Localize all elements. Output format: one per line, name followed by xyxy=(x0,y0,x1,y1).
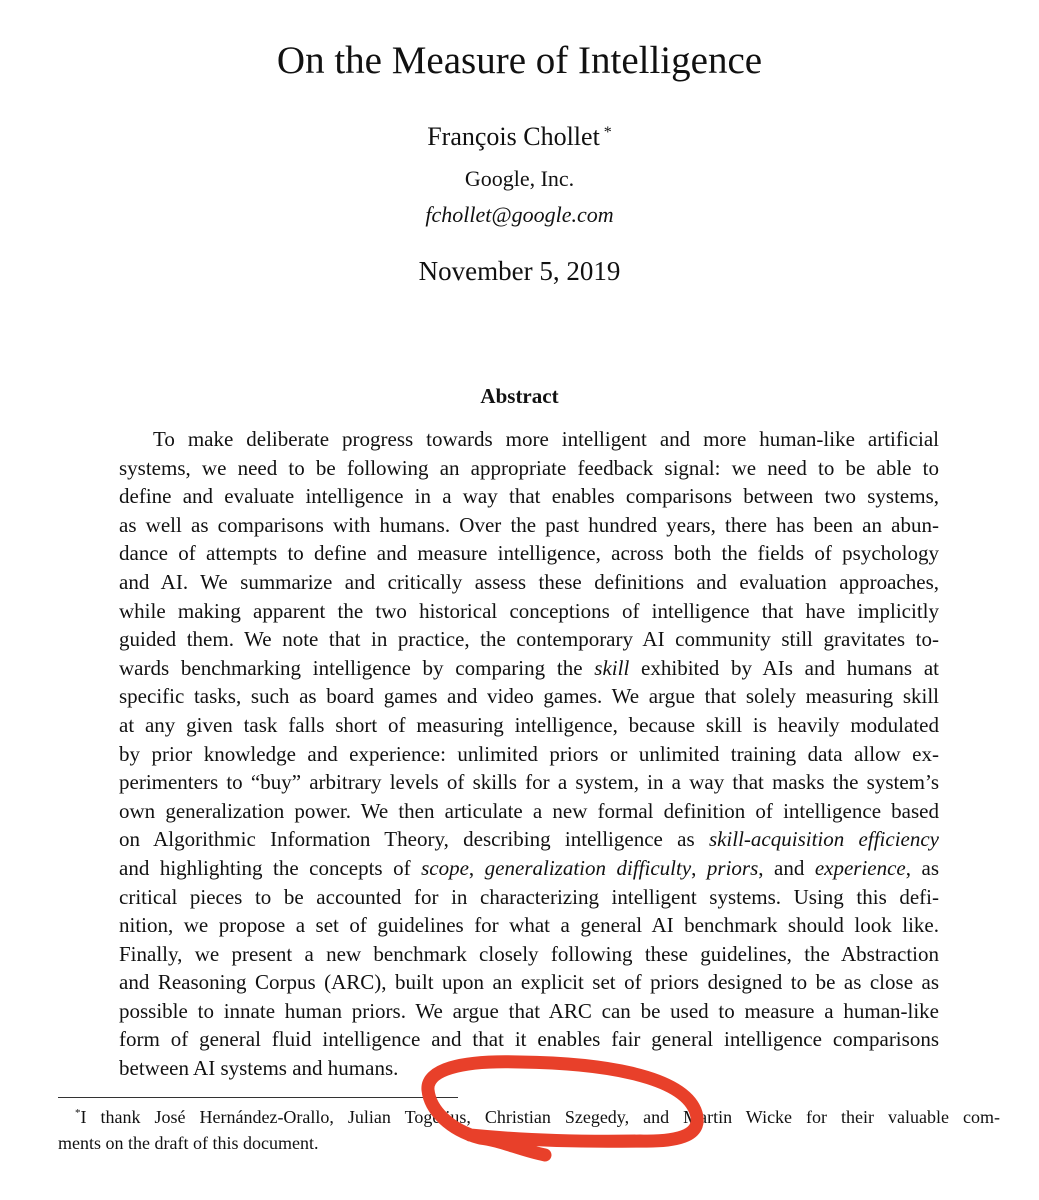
abstract-line xyxy=(119,425,939,454)
emphasized-term: skill-acquisition efficiency xyxy=(708,827,939,852)
abstract-text: form of general fluid intelligence and that it enables fair general intelligence comparisons xyxy=(119,1027,939,1052)
abstract-text: dance of attempts to define and measure intelligence, across both the fields of psychology xyxy=(119,541,939,566)
abstract-line xyxy=(119,597,939,626)
abstract-text: and highlighting the concepts of xyxy=(119,855,422,880)
abstract-line xyxy=(119,711,939,740)
abstract-line xyxy=(119,511,939,540)
abstract-text: nition, we propose a set of guidelines for what a general AI benchmark should look like. xyxy=(119,913,939,938)
abstract-line xyxy=(119,825,939,854)
author-email: fchollet@google.com xyxy=(425,202,614,227)
abstract-heading: Abstract xyxy=(480,384,559,408)
abstract-text: exhibited by AIs and humans at xyxy=(629,655,939,680)
abstract-line xyxy=(119,740,939,769)
publication-date: November 5, 2019 xyxy=(418,256,621,286)
abstract-text: , as xyxy=(905,855,939,880)
abstract-text: To make deliberate progress towards more intelligent and more human-like artificial xyxy=(153,427,939,451)
abstract-line xyxy=(119,482,939,511)
abstract-line xyxy=(119,883,939,912)
author-line xyxy=(0,122,1039,152)
abstract-line xyxy=(119,1054,939,1083)
abstract-text: , xyxy=(468,855,485,880)
abstract-line xyxy=(119,539,939,568)
abstract-text: define and evaluate intelligence in a way that enables comparisons between two systems, xyxy=(119,484,939,509)
emphasized-term: scope xyxy=(421,855,469,880)
abstract-line xyxy=(119,625,939,654)
footnote xyxy=(58,1100,1000,1156)
abstract-text: between AI systems and humans. xyxy=(119,1056,399,1081)
abstract-text: Finally, we present a new benchmark closely following these guidelines, the Abstraction xyxy=(119,941,939,966)
abstract-line xyxy=(119,854,939,883)
affiliation: Google, Inc. xyxy=(464,166,575,191)
abstract-line xyxy=(119,911,939,940)
abstract-line xyxy=(119,454,939,483)
emphasized-term: generalization difficulty xyxy=(484,855,692,880)
footnote-line-2: ments on the draft of this document. xyxy=(58,1133,319,1153)
abstract-text: systems, we need to be following an appropriate feedback signal: we need to be able to xyxy=(119,455,939,480)
abstract-line xyxy=(119,568,939,597)
emphasized-term: priors xyxy=(706,855,759,880)
abstract-text: , and xyxy=(758,855,815,880)
abstract-text: guided them. We note that in practice, the contemporary AI community still gravitates to- xyxy=(119,627,939,652)
abstract-text: own generalization power. We then articulate a new formal definition of intelligence based xyxy=(119,798,939,823)
abstract-line xyxy=(119,1025,939,1054)
abstract-text: wards benchmarking intelligence by comparing the xyxy=(119,655,595,680)
abstract-text: and AI. We summarize and critically assess these definitions and evaluation approaches, xyxy=(119,569,939,594)
emphasized-term: skill xyxy=(594,655,630,680)
abstract-body xyxy=(119,425,939,1083)
abstract-text: perimenters to “buy” arbitrary levels of skills for a system, in a way that masks the system’s xyxy=(119,770,939,795)
abstract-text: possible to innate human priors. We argue that ARC can be used to measure a human-like xyxy=(119,998,939,1023)
abstract-line xyxy=(119,682,939,711)
footnote-mark: * xyxy=(75,1107,81,1119)
abstract-text: specific tasks, such as board games and video games. We argue that solely measuring skill xyxy=(119,684,939,709)
abstract-line xyxy=(119,940,939,969)
abstract-text: on Algorithmic Information Theory, describing intelligence as xyxy=(119,827,709,852)
abstract-text: while making apparent the two historical conceptions of intelligence that have implicitly xyxy=(119,598,939,623)
emphasized-term: experience xyxy=(814,855,906,880)
abstract-line xyxy=(119,654,939,683)
abstract-text: and Reasoning Corpus (ARC), built upon an explicit set of priors designed to be as close as xyxy=(119,970,939,995)
paper-title: On the Measure of Intelligence xyxy=(276,39,763,82)
footnote-rule xyxy=(58,1097,458,1098)
author-name: François Chollet xyxy=(427,122,600,151)
abstract-text: , xyxy=(691,855,707,880)
abstract-line xyxy=(119,997,939,1026)
abstract-text: at any given task falls short of measuring intelligence, because skill is heavily modulated xyxy=(119,712,939,737)
footnote-line-1 xyxy=(58,1100,1000,1130)
footnote-text-1: I thank José Hernández-Orallo, Julian Togelius, Christian Szegedy, and Martin Wicke for their valuable com- xyxy=(80,1107,1000,1127)
abstract-text: as well as comparisons with humans. Over the past hundred years, there has been an abun- xyxy=(119,512,939,537)
abstract-line xyxy=(119,797,939,826)
abstract-line xyxy=(119,968,939,997)
abstract-line xyxy=(119,768,939,797)
author-footnote-mark: * xyxy=(603,124,612,141)
abstract-text: critical pieces to be accounted for in characterizing intelligent systems. Using this defi- xyxy=(119,884,939,909)
abstract-text: by prior knowledge and experience: unlimited priors or unlimited training data allow ex- xyxy=(119,741,939,766)
